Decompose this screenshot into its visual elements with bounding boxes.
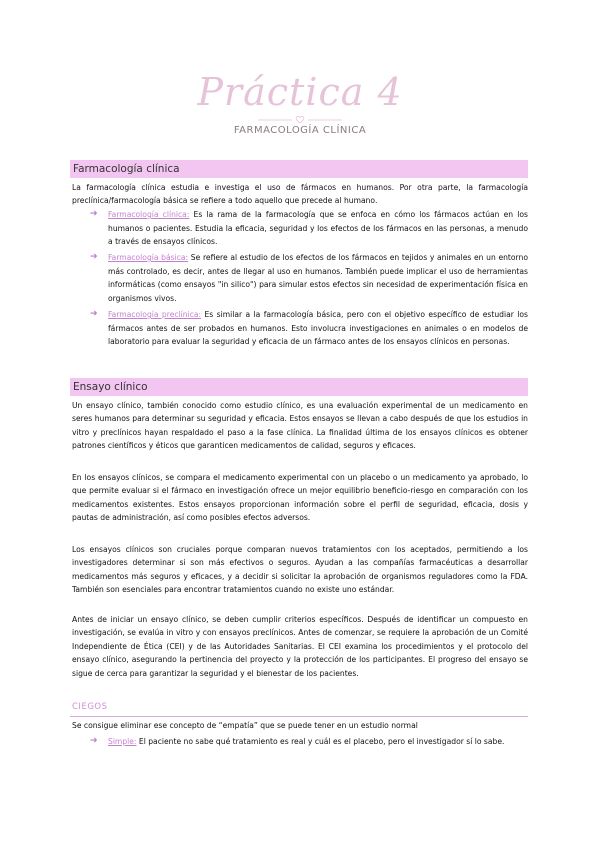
list-item-term: Farmacología básica: <box>108 253 189 262</box>
list-item <box>90 735 528 749</box>
list-item-term: Farmacología clínica: <box>108 210 190 219</box>
subsection-heading: CIEGOS <box>72 702 108 712</box>
section-heading-band <box>70 160 528 178</box>
list-item-term: Farmacología preclínica: <box>108 310 202 319</box>
list-item-term: Simple: <box>108 737 137 746</box>
arrow-right-icon: ➔ <box>90 736 98 746</box>
section-heading-band <box>70 378 528 396</box>
paragraph: Se consigue eliminar ese concepto de “empatía” que se puede tener en un estudio normal <box>72 721 418 730</box>
list-item-text: Se refiere al estudio de los efectos de los fármacos en tejidos y animales en un entorno más controlado, es decir, antes de llegar al uso en humanos. También puede implicar el uso de herramientas informáticas (como ensayos "in silico") para simular estos efectos sin necesidad de experimentación física en organismos vivos. <box>108 253 528 303</box>
list-item <box>90 308 528 349</box>
arrow-right-icon: ➔ <box>90 309 98 319</box>
paragraph: Antes de iniciar un ensayo clínico, se deben cumplir criterios específicos. Después de identificar un compuesto en investigación, se evalúa in vitro y con ensayos preclínicos. Antes de comenzar, se requiere la aprobación de un Comité Independiente de Ética (CEI) y de las Autoridades Sanitarias. El CEI examina los procedimientos y el protocolo del ensayo clínico, asegurando la pertinencia del proyecto y la protección de los participantes. El progreso del ensayo se sigue de cerca para garantizar la seguridad y el bienestar de los pacientes. <box>72 615 528 678</box>
arrow-right-icon: ➔ <box>90 209 98 219</box>
arrow-right-icon: ➔ <box>90 252 98 262</box>
list-item-text: El paciente no sabe qué tratamiento es real y cuál es el placebo, pero el investigador sí lo sabe. <box>136 737 505 746</box>
paragraph: Los ensayos clínicos son cruciales porque comparan nuevos tratamientos con los aceptados, permitiendo a los investigadores determinar si son más efectivos o seguros. Ayudan a las compañías farmacéuticas a desarrollar medicamentos más seguros y eficaces, y a decidir si solicitar la aprobación de organismos reguladores como la FDA. También son esenciales para encontrar tratamientos cuando no existe uno estándar. <box>72 545 528 595</box>
page-subtitle: FARMACOLOGÍA CLÍNICA <box>233 125 367 136</box>
paragraph: La farmacología clínica estudia e investiga el uso de fármacos en humanos. Por otra parte, la farmacología preclínica/farmacología básica se refiere a todo aquello que precede al humano. <box>72 183 528 206</box>
list-item-text: Es similar a la farmacología básica, pero con el objetivo específico de estudiar los fármacos antes de ser probados en humanos. Esto involucra investigaciones en animales o en modelos de laboratorio para evaluar la seguridad y eficacia de un fármaco antes de los ensayos clínicos en personas. <box>108 310 528 347</box>
list-item-text: Es la rama de la farmacología que se enfoca en cómo los fármacos actúan en los humanos o pacientes. Estudia la eficacia, seguridad y los efectos de los fármacos en las personas, a menudo a través de ensayos clínicos. <box>108 210 528 247</box>
page-title: Práctica 4 <box>197 70 403 114</box>
section-heading: Farmacología clínica <box>73 163 180 175</box>
section-heading: Ensayo clínico <box>73 381 148 393</box>
list-item <box>90 208 528 249</box>
paragraph: Un ensayo clínico, también conocido como estudio clínico, es una evaluación experimental de un medicamento en seres humanos para determinar su seguridad y eficacia. Estos ensayos se llevan a cabo después de que los estudios in vitro y preclínicos hayan respaldado el paso a la fase clínica. La finalidad última de los ensayos clínicos es obtener patrones científicos y éticos que garanticen medicamentos de calidad, seguros y eficaces. <box>72 401 528 451</box>
list-item <box>90 251 528 305</box>
subsection-divider <box>70 716 528 717</box>
paragraph: En los ensayos clínicos, se compara el medicamento experimental con un placebo o un medicamento ya aprobado, lo que permite evaluar si el fármaco en investigación ofrece un mejor equilibrio beneficio-riesgo en comparación con los medicamentos existentes. Estos ensayos proporcionan información sobre el perfil de seguridad, eficacia, dosis y pautas de administración, así como posibles efectos adversos. <box>72 473 528 523</box>
